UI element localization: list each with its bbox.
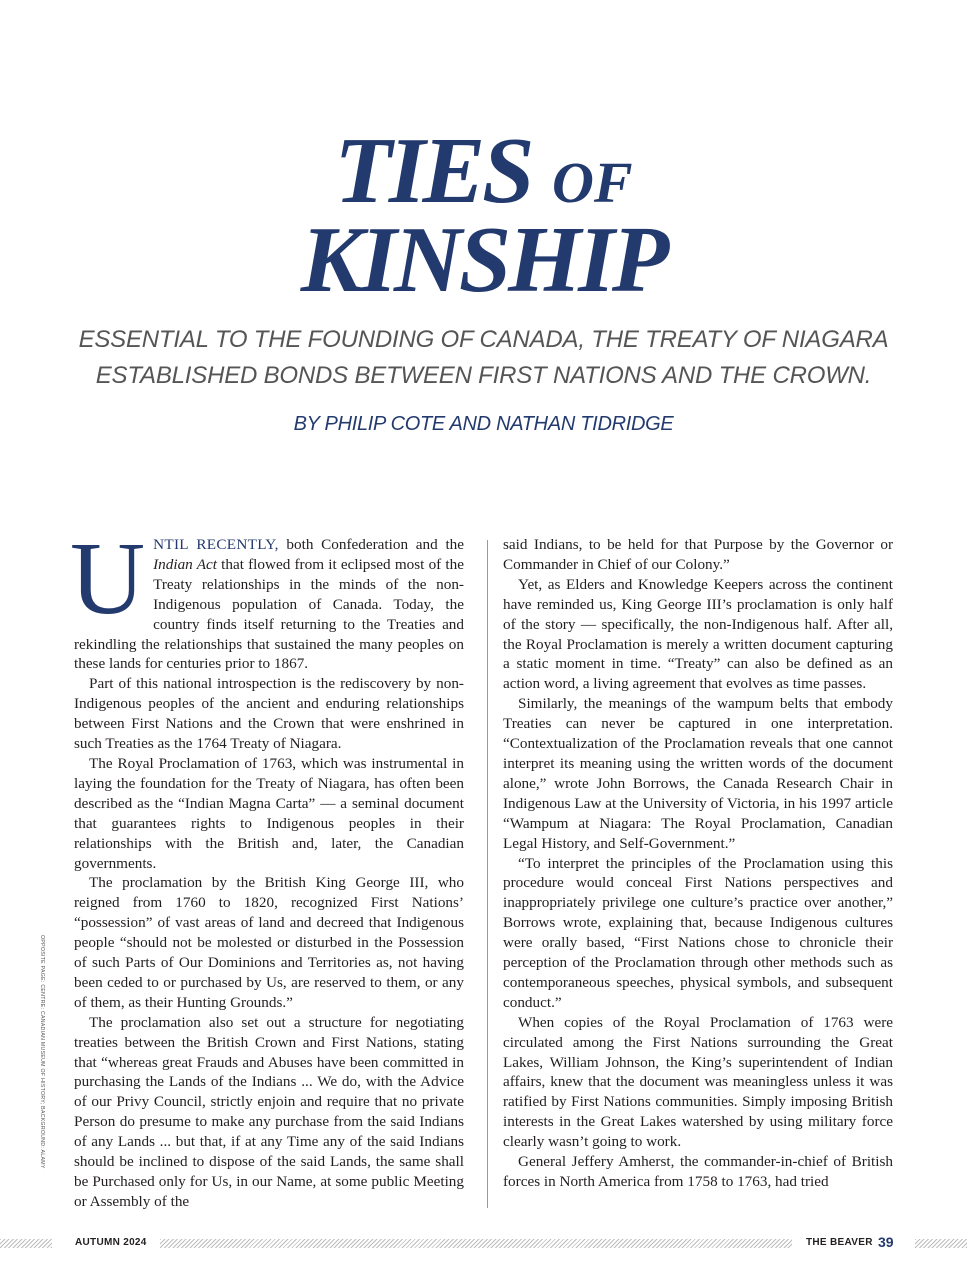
- article-column-left: [70, 521, 464, 1212]
- paragraph-11: General Jeffery Amherst, the commander-in-chief of British forces in North America from 1758 to 1763, had tried: [503, 1153, 893, 1190]
- photo-credit-text: OPPOSITE PAGE: CENTRE: CANADIAN MUSEUM OF HISTORY; BACKGROUND: ALAMY: [39, 935, 45, 1169]
- footer-magazine: THE BEAVER: [806, 1237, 873, 1248]
- page-number: 39: [878, 1234, 894, 1250]
- footer-hatch-left: [0, 1239, 52, 1248]
- paragraph-1: [70, 521, 464, 674]
- article-column-right: [503, 535, 893, 1192]
- paragraph-9: “To interpret the principles of the Proclamation using this procedure would conceal First Nations perspectives and inappropriately privilege one culture’s practice over another,” Borrows wrote, explaining that, because Indigenous cultures were orally based, “First Nations chose to chronicle their perception of the Proclamation through other methods such as contemporaneous speeches, physical symbols, and subsequent conduct.”: [503, 854, 893, 1011]
- paragraph-2: Part of this national introspection is the rediscovery by non-Indigenous peoples of the ancient and enduring relationships between First Nations and the Crown that were enshrined in such Treaties as the 1764 Treaty of Niagara.: [74, 675, 464, 753]
- page-footer: [0, 1236, 967, 1252]
- deck: [60, 322, 907, 394]
- deck-line-1: ESSENTIAL TO THE FOUNDING OF CANADA, THE TREATY OF NIAGARA: [78, 326, 889, 353]
- column-divider: [487, 540, 488, 1208]
- photo-credit: [38, 935, 45, 1205]
- title-of: OF: [551, 150, 633, 215]
- paragraph-4: The proclamation by the British King George III, who reigned from 1760 to 1820, recognized First Nations’ “possession” of vast areas of land and decreed that Indigenous people “should not be molested or disturbed in the Possession of such Parts of Our Dominions and Territories as, not having been ceded to or purchased by Us, are reserved to them, or any of them, as their Hunting Grounds.”: [74, 874, 464, 1011]
- paragraph-3: The Royal Proclamation of 1763, which was instrumental in laying the foundation for the Treaty of Niagara, has often been described as the “Indian Magna Carta” — a seminal document that guarantees rights to Indigenous peoples in their relationships with the British and, later, the Canadian governments.: [74, 754, 464, 872]
- deck-line-2: ESTABLISHED BONDS BETWEEN FIRST NATIONS AND THE CROWN.: [95, 362, 872, 389]
- footer-hatch-center: [160, 1239, 792, 1248]
- title-line-1: [0, 119, 967, 223]
- paragraph-1-text-b: that flowed from it eclipsed most of the Treaty relationships in the minds of the non-Indigenous population of Canada. Today, the country finds itself returning to the Treaties and rekindling the relationships that sustained the many peoples on these lands for centuries prior to 1867.: [74, 555, 464, 673]
- lead-in: NTIL RECENTLY,: [153, 536, 279, 553]
- title-ties: TIES: [334, 119, 532, 223]
- drop-cap: U: [70, 521, 146, 636]
- paragraph-10: When copies of the Royal Proclamation of 1763 were circulated among the First Nations surrounding the Great Lakes, William Johnson, the King’s superintendent of Indian affairs, knew that the document was meaningless unless it was ratified by First Nations communities. Simply imposing British interests in the Great Lakes watershed by using military force clearly wasn’t going to work.: [503, 1013, 893, 1151]
- byline: BY PHILIP COTE AND NATHAN TIDRIDGE: [293, 413, 674, 435]
- title-line-2: KINSHIP: [300, 208, 667, 312]
- paragraph-7: Yet, as Elders and Knowledge Keepers across the continent have reminded us, King George III’s proclamation is only half of the story — specifically, the non-Indigenous half. After all, the Royal Proclamation is merely a written document capturing a static moment in time. “Treaty” can also be defined as an action word, a living agreement that evolves as time passes.: [503, 575, 893, 693]
- paragraph-5: The proclamation also set out a structure for negotiating treaties between the British Crown and First Nations, stating that “whereas great Frauds and Abuses have been committed in purchasing the Lands of the Indians ... We do, with the Advice of our Privy Council, strictly enjoin and require that no private Person do presume to make any purchase from the said Indians of any Lands ... but that, if at any Time any of the said Indians should be inclined to dispose of the said Lands, the same shall be Purchased only for Us, in our Name, at some public Meeting or Assembly of the: [74, 1013, 464, 1210]
- paragraph-8: Similarly, the meanings of the wampum belts that embody Treaties can never be captured in one interpretation. “Contextualization of the Proclamation reveals that one cannot interpret its meaning using the written words of the document alone,” wrote John Borrows, the Canada Research Chair in Indigenous Law at the University of Victoria, in his 1997 article “Wampum at Niagara: The Royal Proclamation, Canadian Legal History, and Self-Government.”: [503, 695, 893, 852]
- paragraph-1-text-a: both Confederation and the: [278, 536, 464, 553]
- footer-season: AUTUMN 2024: [75, 1237, 147, 1248]
- paragraph-6: said Indians, to be held for that Purpose by the Governor or Commander in Chief of our Colony.”: [503, 536, 893, 573]
- indian-act-italic: Indian Act: [153, 555, 217, 573]
- footer-hatch-right: [915, 1239, 967, 1248]
